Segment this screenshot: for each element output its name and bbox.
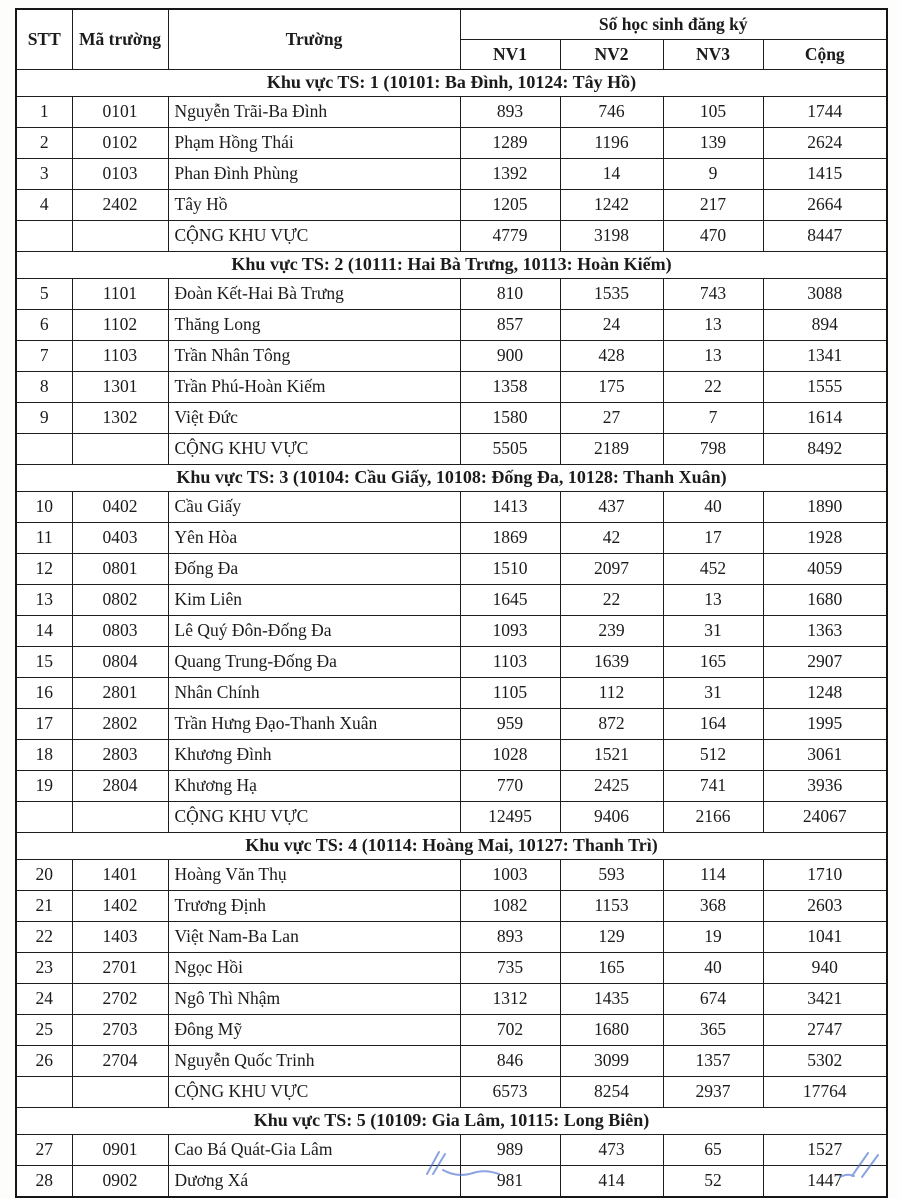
cell-school-code: 1402: [72, 891, 168, 922]
cell-nv3: 9: [663, 159, 763, 190]
cell-empty: [72, 221, 168, 252]
section-total-row: [16, 434, 887, 465]
cell-empty: [16, 1077, 72, 1108]
school-row: [16, 403, 887, 434]
cell-nv1: 1312: [460, 984, 560, 1015]
cell-total-label: CỘNG KHU VỰC: [168, 1077, 460, 1108]
school-row: [16, 159, 887, 190]
cell-total: 3421: [763, 984, 887, 1015]
section-title: Khu vực TS: 2 (10111: Hai Bà Trưng, 10113: Hoàn Kiếm): [16, 252, 887, 279]
cell-total-nv1: 5505: [460, 434, 560, 465]
cell-total: 1744: [763, 97, 887, 128]
school-row: [16, 1135, 887, 1166]
cell-total-label: CỘNG KHU VỰC: [168, 802, 460, 833]
school-row: [16, 190, 887, 221]
cell-nv1: 900: [460, 341, 560, 372]
cell-total-label: CỘNG KHU VỰC: [168, 221, 460, 252]
cell-nv3: 65: [663, 1135, 763, 1166]
cell-total: 1415: [763, 159, 887, 190]
cell-nv2: 1435: [560, 984, 663, 1015]
cell-total: 1363: [763, 616, 887, 647]
cell-nv1: 735: [460, 953, 560, 984]
cell-total: 1614: [763, 403, 887, 434]
cell-nv2: 428: [560, 341, 663, 372]
cell-stt: 8: [16, 372, 72, 403]
cell-school-code: 0801: [72, 554, 168, 585]
cell-total: 1527: [763, 1135, 887, 1166]
cell-nv1: 1028: [460, 740, 560, 771]
school-row: [16, 372, 887, 403]
header-school: Trường: [168, 9, 460, 70]
cell-total: 2603: [763, 891, 887, 922]
cell-nv1: 1105: [460, 678, 560, 709]
cell-school-name: Việt Nam-Ba Lan: [168, 922, 460, 953]
cell-school-code: 2801: [72, 678, 168, 709]
school-row: [16, 128, 887, 159]
cell-school-code: 0103: [72, 159, 168, 190]
cell-total: 1341: [763, 341, 887, 372]
cell-stt: 12: [16, 554, 72, 585]
cell-nv3: 1357: [663, 1046, 763, 1077]
cell-school-name: Đống Đa: [168, 554, 460, 585]
cell-total: 1995: [763, 709, 887, 740]
cell-nv3: 17: [663, 523, 763, 554]
cell-school-code: 2402: [72, 190, 168, 221]
cell-total-nv3: 470: [663, 221, 763, 252]
cell-total: 1041: [763, 922, 887, 953]
cell-school-name: Trương Định: [168, 891, 460, 922]
cell-nv3: 31: [663, 678, 763, 709]
cell-nv2: 2425: [560, 771, 663, 802]
school-row: [16, 891, 887, 922]
school-row: [16, 922, 887, 953]
cell-school-name: Nguyễn Quốc Trinh: [168, 1046, 460, 1077]
cell-nv2: 473: [560, 1135, 663, 1166]
cell-stt: 6: [16, 310, 72, 341]
cell-nv2: 42: [560, 523, 663, 554]
cell-nv3: 368: [663, 891, 763, 922]
cell-nv1: 846: [460, 1046, 560, 1077]
table-header: [16, 9, 887, 70]
cell-school-name: Thăng Long: [168, 310, 460, 341]
cell-nv3: 217: [663, 190, 763, 221]
cell-nv3: 165: [663, 647, 763, 678]
cell-total: 2624: [763, 128, 887, 159]
cell-school-name: Trần Nhân Tông: [168, 341, 460, 372]
cell-stt: 11: [16, 523, 72, 554]
cell-school-name: Phan Đình Phùng: [168, 159, 460, 190]
school-row: [16, 953, 887, 984]
cell-nv3: 13: [663, 341, 763, 372]
school-row: [16, 647, 887, 678]
cell-nv2: 112: [560, 678, 663, 709]
cell-total-nv1: 6573: [460, 1077, 560, 1108]
cell-stt: 18: [16, 740, 72, 771]
cell-nv3: 7: [663, 403, 763, 434]
cell-school-name: Tây Hồ: [168, 190, 460, 221]
cell-total-nv2: 9406: [560, 802, 663, 833]
cell-nv1: 893: [460, 97, 560, 128]
cell-school-name: Ngọc Hồi: [168, 953, 460, 984]
cell-nv1: 770: [460, 771, 560, 802]
cell-nv1: 1645: [460, 585, 560, 616]
section-header-row: [16, 252, 887, 279]
cell-nv1: 981: [460, 1166, 560, 1198]
cell-nv2: 239: [560, 616, 663, 647]
cell-nv3: 164: [663, 709, 763, 740]
header-nv2: NV2: [560, 40, 663, 70]
cell-nv1: 1510: [460, 554, 560, 585]
school-row: [16, 585, 887, 616]
cell-stt: 10: [16, 492, 72, 523]
cell-nv2: 1196: [560, 128, 663, 159]
school-row: [16, 97, 887, 128]
cell-nv3: 105: [663, 97, 763, 128]
cell-empty: [16, 434, 72, 465]
cell-stt: 26: [16, 1046, 72, 1077]
school-row: [16, 1166, 887, 1198]
header-school-code: Mã trường: [72, 9, 168, 70]
cell-school-code: 1403: [72, 922, 168, 953]
page: [15, 8, 886, 1198]
school-row: [16, 554, 887, 585]
cell-school-name: Khương Hạ: [168, 771, 460, 802]
school-row: [16, 771, 887, 802]
cell-nv2: 14: [560, 159, 663, 190]
cell-empty: [16, 221, 72, 252]
cell-stt: 19: [16, 771, 72, 802]
cell-school-name: Dương Xá: [168, 1166, 460, 1198]
cell-school-code: 1401: [72, 860, 168, 891]
cell-total-nv2: 3198: [560, 221, 663, 252]
cell-school-code: 0802: [72, 585, 168, 616]
school-row: [16, 860, 887, 891]
cell-nv3: 40: [663, 492, 763, 523]
cell-nv2: 1521: [560, 740, 663, 771]
cell-total: 940: [763, 953, 887, 984]
cell-stt: 16: [16, 678, 72, 709]
section-title: Khu vực TS: 4 (10114: Hoàng Mai, 10127: Thanh Trì): [16, 833, 887, 860]
cell-total: 894: [763, 310, 887, 341]
cell-stt: 20: [16, 860, 72, 891]
section-total-row: [16, 221, 887, 252]
cell-nv3: 22: [663, 372, 763, 403]
cell-school-code: 0902: [72, 1166, 168, 1198]
cell-nv2: 165: [560, 953, 663, 984]
cell-nv2: 746: [560, 97, 663, 128]
school-row: [16, 492, 887, 523]
cell-nv1: 1580: [460, 403, 560, 434]
cell-total-nv3: 2166: [663, 802, 763, 833]
cell-stt: 7: [16, 341, 72, 372]
cell-stt: 9: [16, 403, 72, 434]
cell-school-name: Quang Trung-Đống Đa: [168, 647, 460, 678]
cell-total: 1710: [763, 860, 887, 891]
cell-school-code: 2704: [72, 1046, 168, 1077]
cell-school-name: Nguyễn Trãi-Ba Đình: [168, 97, 460, 128]
cell-nv3: 139: [663, 128, 763, 159]
cell-nv3: 114: [663, 860, 763, 891]
cell-total-total: 8492: [763, 434, 887, 465]
cell-nv2: 24: [560, 310, 663, 341]
cell-stt: 3: [16, 159, 72, 190]
section-header-row: [16, 465, 887, 492]
table-body: [16, 70, 887, 1198]
cell-school-name: Lê Quý Đôn-Đống Đa: [168, 616, 460, 647]
school-row: [16, 279, 887, 310]
section-title: Khu vực TS: 5 (10109: Gia Lâm, 10115: Long Biên): [16, 1108, 887, 1135]
cell-school-name: Đoàn Kết-Hai Bà Trưng: [168, 279, 460, 310]
cell-stt: 4: [16, 190, 72, 221]
cell-total: 2664: [763, 190, 887, 221]
cell-nv1: 989: [460, 1135, 560, 1166]
cell-total: 1555: [763, 372, 887, 403]
school-row: [16, 740, 887, 771]
cell-school-name: Cầu Giấy: [168, 492, 460, 523]
cell-nv2: 1535: [560, 279, 663, 310]
cell-nv3: 13: [663, 310, 763, 341]
cell-nv1: 857: [460, 310, 560, 341]
cell-nv1: 1003: [460, 860, 560, 891]
cell-stt: 5: [16, 279, 72, 310]
cell-total-nv1: 4779: [460, 221, 560, 252]
cell-school-code: 0403: [72, 523, 168, 554]
cell-stt: 17: [16, 709, 72, 740]
cell-nv2: 175: [560, 372, 663, 403]
cell-nv3: 674: [663, 984, 763, 1015]
cell-nv2: 437: [560, 492, 663, 523]
cell-total-total: 17764: [763, 1077, 887, 1108]
cell-nv3: 741: [663, 771, 763, 802]
cell-stt: 28: [16, 1166, 72, 1198]
cell-school-name: Kim Liên: [168, 585, 460, 616]
cell-nv1: 1093: [460, 616, 560, 647]
cell-school-name: Khương Đình: [168, 740, 460, 771]
cell-school-code: 0804: [72, 647, 168, 678]
cell-nv2: 129: [560, 922, 663, 953]
cell-nv3: 31: [663, 616, 763, 647]
cell-nv3: 512: [663, 740, 763, 771]
cell-school-code: 1301: [72, 372, 168, 403]
cell-stt: 23: [16, 953, 72, 984]
cell-total: 2907: [763, 647, 887, 678]
cell-total: 3088: [763, 279, 887, 310]
registration-table: [15, 8, 888, 1198]
cell-total-nv2: 8254: [560, 1077, 663, 1108]
cell-stt: 14: [16, 616, 72, 647]
cell-nv1: 702: [460, 1015, 560, 1046]
cell-school-code: 0803: [72, 616, 168, 647]
cell-school-code: 1302: [72, 403, 168, 434]
cell-school-name: Hoàng Văn Thụ: [168, 860, 460, 891]
cell-nv1: 1358: [460, 372, 560, 403]
cell-school-name: Cao Bá Quát-Gia Lâm: [168, 1135, 460, 1166]
cell-empty: [72, 434, 168, 465]
cell-school-code: 1102: [72, 310, 168, 341]
cell-nv2: 593: [560, 860, 663, 891]
header-registered-group: Số học sinh đăng ký: [460, 9, 887, 40]
cell-total-nv2: 2189: [560, 434, 663, 465]
cell-total: 4059: [763, 554, 887, 585]
cell-nv1: 1103: [460, 647, 560, 678]
section-title: Khu vực TS: 1 (10101: Ba Đình, 10124: Tây Hồ): [16, 70, 887, 97]
cell-empty: [72, 802, 168, 833]
cell-stt: 1: [16, 97, 72, 128]
cell-nv3: 743: [663, 279, 763, 310]
cell-school-code: 2702: [72, 984, 168, 1015]
cell-school-code: 0402: [72, 492, 168, 523]
header-row-main: [16, 9, 887, 40]
cell-total: 3061: [763, 740, 887, 771]
school-row: [16, 310, 887, 341]
header-nv1: NV1: [460, 40, 560, 70]
school-row: [16, 1046, 887, 1077]
cell-nv2: 1153: [560, 891, 663, 922]
cell-school-code: 0901: [72, 1135, 168, 1166]
section-total-row: [16, 802, 887, 833]
cell-school-code: 1101: [72, 279, 168, 310]
cell-school-name: Trần Phú-Hoàn Kiếm: [168, 372, 460, 403]
school-row: [16, 984, 887, 1015]
cell-stt: 2: [16, 128, 72, 159]
school-row: [16, 341, 887, 372]
cell-nv2: 22: [560, 585, 663, 616]
cell-stt: 27: [16, 1135, 72, 1166]
cell-school-code: 1103: [72, 341, 168, 372]
cell-empty: [72, 1077, 168, 1108]
cell-total: 1447: [763, 1166, 887, 1198]
school-row: [16, 678, 887, 709]
cell-school-code: 2802: [72, 709, 168, 740]
cell-school-name: Yên Hòa: [168, 523, 460, 554]
cell-total: 1890: [763, 492, 887, 523]
cell-total-nv3: 2937: [663, 1077, 763, 1108]
cell-nv2: 414: [560, 1166, 663, 1198]
cell-stt: 24: [16, 984, 72, 1015]
section-header-row: [16, 70, 887, 97]
cell-nv3: 52: [663, 1166, 763, 1198]
header-nv3: NV3: [663, 40, 763, 70]
cell-stt: 22: [16, 922, 72, 953]
cell-nv1: 959: [460, 709, 560, 740]
section-title: Khu vực TS: 3 (10104: Cầu Giấy, 10108: Đống Đa, 10128: Thanh Xuân): [16, 465, 887, 492]
cell-nv2: 3099: [560, 1046, 663, 1077]
cell-school-name: Ngô Thì Nhậm: [168, 984, 460, 1015]
header-cong: Cộng: [763, 40, 887, 70]
cell-nv1: 810: [460, 279, 560, 310]
cell-school-code: 0102: [72, 128, 168, 159]
cell-school-code: 2703: [72, 1015, 168, 1046]
cell-total: 3936: [763, 771, 887, 802]
school-row: [16, 1015, 887, 1046]
cell-nv1: 1082: [460, 891, 560, 922]
header-stt: STT: [16, 9, 72, 70]
cell-nv2: 27: [560, 403, 663, 434]
cell-total-nv1: 12495: [460, 802, 560, 833]
cell-nv2: 1639: [560, 647, 663, 678]
cell-nv1: 1413: [460, 492, 560, 523]
cell-school-code: 0101: [72, 97, 168, 128]
cell-nv1: 1869: [460, 523, 560, 554]
section-header-row: [16, 1108, 887, 1135]
section-header-row: [16, 833, 887, 860]
cell-nv1: 893: [460, 922, 560, 953]
cell-total: 5302: [763, 1046, 887, 1077]
cell-school-name: Nhân Chính: [168, 678, 460, 709]
cell-nv2: 872: [560, 709, 663, 740]
cell-nv3: 452: [663, 554, 763, 585]
cell-nv2: 2097: [560, 554, 663, 585]
cell-stt: 25: [16, 1015, 72, 1046]
cell-total-label: CỘNG KHU VỰC: [168, 434, 460, 465]
cell-nv3: 19: [663, 922, 763, 953]
cell-school-name: Đông Mỹ: [168, 1015, 460, 1046]
cell-total: 1928: [763, 523, 887, 554]
school-row: [16, 523, 887, 554]
cell-total: 1248: [763, 678, 887, 709]
cell-total-nv3: 798: [663, 434, 763, 465]
cell-total: 1680: [763, 585, 887, 616]
cell-nv3: 40: [663, 953, 763, 984]
cell-school-name: Việt Đức: [168, 403, 460, 434]
cell-total-total: 24067: [763, 802, 887, 833]
cell-nv2: 1242: [560, 190, 663, 221]
cell-stt: 21: [16, 891, 72, 922]
cell-nv1: 1205: [460, 190, 560, 221]
cell-total: 2747: [763, 1015, 887, 1046]
cell-nv3: 365: [663, 1015, 763, 1046]
cell-nv1: 1289: [460, 128, 560, 159]
cell-nv1: 1392: [460, 159, 560, 190]
cell-school-name: Trần Hưng Đạo-Thanh Xuân: [168, 709, 460, 740]
cell-nv2: 1680: [560, 1015, 663, 1046]
cell-stt: 15: [16, 647, 72, 678]
school-row: [16, 709, 887, 740]
cell-school-code: 2803: [72, 740, 168, 771]
cell-school-name: Phạm Hồng Thái: [168, 128, 460, 159]
cell-empty: [16, 802, 72, 833]
section-total-row: [16, 1077, 887, 1108]
cell-nv3: 13: [663, 585, 763, 616]
cell-school-code: 2804: [72, 771, 168, 802]
cell-school-code: 2701: [72, 953, 168, 984]
cell-stt: 13: [16, 585, 72, 616]
school-row: [16, 616, 887, 647]
cell-total-total: 8447: [763, 221, 887, 252]
